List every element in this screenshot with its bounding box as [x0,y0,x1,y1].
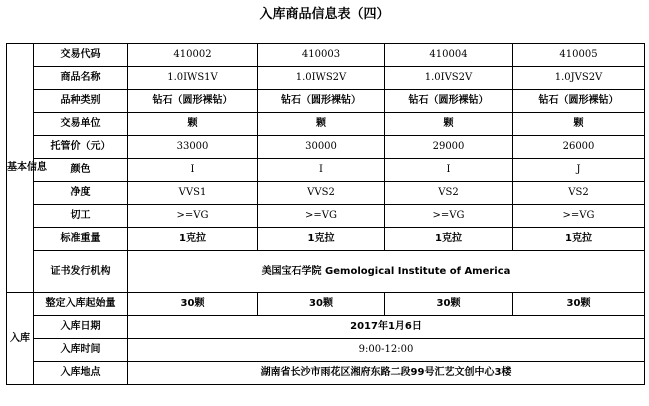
min-qty-cell: 30颗 [128,293,258,316]
table-row [7,90,645,113]
trade-unit-cell: 颗 [258,113,385,136]
table-row [7,113,645,136]
color-cell: J [513,159,645,182]
row-label-clarity: 净度 [34,182,128,205]
table-row [7,251,645,293]
product-name-cell: 1.0IWS2V [258,67,385,90]
location-cell: 湖南省长沙市雨花区湘府东路二段99号汇艺文创中心3楼 [128,362,645,385]
trade-code-cell: 410005 [513,44,645,67]
min-qty-cell: 30颗 [513,293,645,316]
price-cell: 30000 [258,136,385,159]
stock-info-table [6,43,645,385]
table-row [7,159,645,182]
row-label-date: 入库日期 [34,316,128,339]
cut-cell: >=VG [513,205,645,228]
row-label-certificate: 证书发行机构 [34,251,128,293]
table-row [7,339,645,362]
page-title: 入库商品信息表（四） [259,7,390,22]
weight-cell: 1克拉 [128,228,258,251]
cut-cell: >=VG [385,205,513,228]
section-stock-in: 入库 [7,293,34,385]
product-name-cell: 1.0IWS1V [128,67,258,90]
category-cell: 钻石（圆形裸钻） [258,90,385,113]
category-cell: 钻石（圆形裸钻） [128,90,258,113]
price-cell: 33000 [128,136,258,159]
price-cell: 26000 [513,136,645,159]
row-label-cut: 切工 [34,205,128,228]
category-cell: 钻石（圆形裸钻） [385,90,513,113]
trade-code-cell: 410002 [128,44,258,67]
clarity-cell: VS2 [385,182,513,205]
color-cell: I [128,159,258,182]
section-basic-info: 基本信息 [7,44,34,293]
table-row [7,228,645,251]
time-cell: 9:00-12:00 [128,339,645,362]
table-row [7,205,645,228]
row-label-product-name: 商品名称 [34,67,128,90]
trade-code-cell: 410003 [258,44,385,67]
table-row [7,44,645,67]
product-name-cell: 1.0JVS2V [513,67,645,90]
table-row [7,293,645,316]
trade-unit-cell: 颗 [128,113,258,136]
row-label-trade-unit: 交易单位 [34,113,128,136]
row-label-min-qty: 整定入库起始量 [34,293,128,316]
trade-code-cell: 410004 [385,44,513,67]
color-cell: I [258,159,385,182]
table-row [7,362,645,385]
trade-unit-cell: 颗 [513,113,645,136]
cut-cell: >=VG [128,205,258,228]
row-label-location: 入库地点 [34,362,128,385]
min-qty-cell: 30颗 [258,293,385,316]
table-row [7,316,645,339]
clarity-cell: VVS1 [128,182,258,205]
trade-unit-cell: 颗 [385,113,513,136]
row-label-trade-code: 交易代码 [34,44,128,67]
weight-cell: 1克拉 [385,228,513,251]
clarity-cell: VS2 [513,182,645,205]
row-label-weight: 标准重量 [34,228,128,251]
category-cell: 钻石（圆形裸钻） [513,90,645,113]
row-label-color: 颜色 [34,159,128,182]
product-name-cell: 1.0IVS2V [385,67,513,90]
row-label-price: 托管价（元） [34,136,128,159]
price-cell: 29000 [385,136,513,159]
table-row [7,67,645,90]
table-row [7,182,645,205]
row-label-time: 入库时间 [34,339,128,362]
clarity-cell: VVS2 [258,182,385,205]
row-label-category: 品种类别 [34,90,128,113]
color-cell: I [385,159,513,182]
cut-cell: >=VG [258,205,385,228]
date-cell: 2017年1月6日 [128,316,645,339]
min-qty-cell: 30颗 [385,293,513,316]
weight-cell: 1克拉 [513,228,645,251]
table-row [7,136,645,159]
certificate-cell: 美国宝石学院 Gemological Institute of America [128,251,645,293]
weight-cell: 1克拉 [258,228,385,251]
